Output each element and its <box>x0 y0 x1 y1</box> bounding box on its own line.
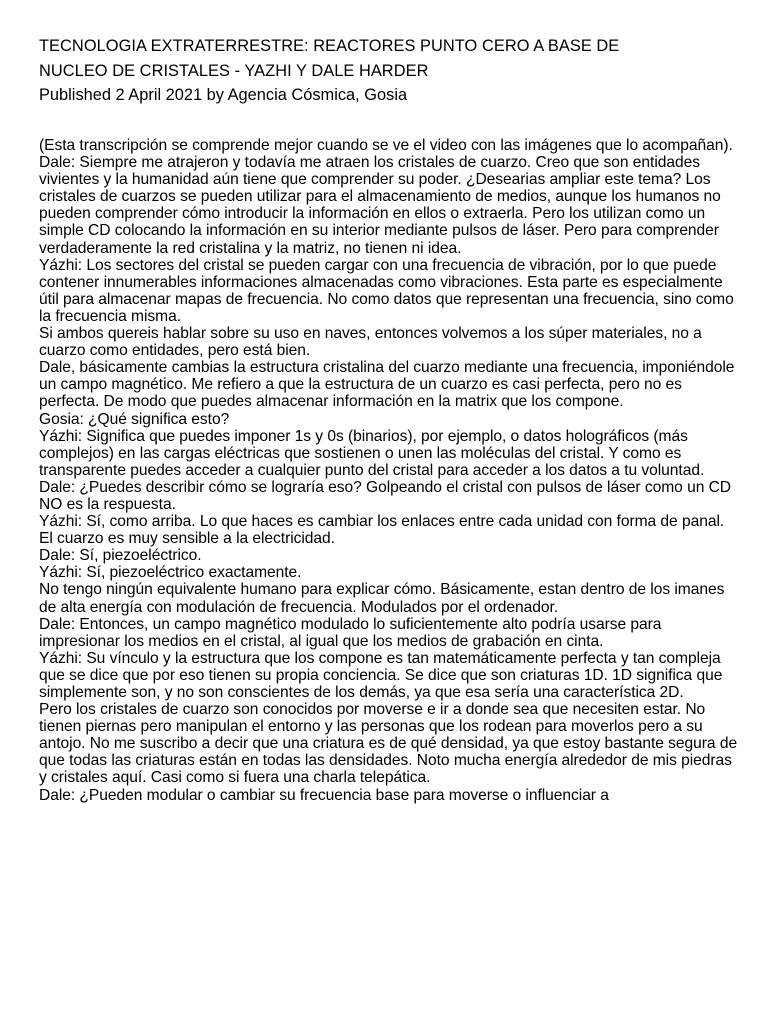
paragraph: Yázhi: Sí, piezoeléctrico exactamente. <box>39 564 302 582</box>
title-line-1: TECNOLOGIA EXTRATERRESTRE: REACTORES PUNTO CERO A BASE DE <box>39 37 620 55</box>
paragraph: Si ambos quereis hablar sobre su uso en naves, entonces volvemos a los súper materiales, no a cuarzo como entidades, pero está bien. <box>39 325 702 360</box>
paragraph: Dale: Sí, piezoeléctrico. <box>39 547 202 565</box>
paragraph: (Esta transcripción se comprende mejor cuando se ve el video con las imágenes que lo acompañan). <box>39 137 733 154</box>
paragraph: Gosia: ¿Qué significa esto? <box>39 410 230 428</box>
paragraph: Dale: ¿Puedes describir cómo se lograría eso? Golpeando el cristal con pulsos de láser como un CD NO es la respuesta. <box>39 478 732 513</box>
title-line-2: NUCLEO DE CRISTALES - YAZHI Y DALE HARDER <box>39 62 429 80</box>
paragraph: Pero los cristales de cuarzo son conocidos por moverse e ir a donde sea que necesiten estar. No tienen piernas pero manipulan el entorno y las personas que los rodean para moverlos pero a su antojo. No me suscribo a decir que una criatura es de qué densidad, ya que estoy bastante segura de que todas las criaturas están en todas las densidades. Noto mucha energía alrededor de mis piedras y cristales aquí. Casi como si fuera una charla telepática. <box>39 701 738 787</box>
paragraph: Dale, básicamente cambias la estructura cristalina del cuarzo mediante una frecuencia, imponiéndole un campo magnético. Me refiero a que la estructura de un cuarzo es casi perfecta, pero no es perfecta. De modo que puedes almacenar información en la matrix que los compone. <box>39 359 735 411</box>
paragraph: No tengo ningún equivalente humano para explicar cómo. Básicamente, estan dentro de los imanes de alta energía con modulación de frecuencia. Modulados por el ordenador. <box>39 581 725 616</box>
paragraph: Dale: Siempre me atrajeron y todavía me atraen los cristales de cuarzo. Creo que son entidades vivientes y la humanidad aún tiene que comprender su poder. ¿Desearias ampliar este tema? Los cristales de cuarzos se pueden utilizar para el almacenamiento de medios, aunque los humanos no pueden comprender cómo introducir la información en ellos o extraerla. Pero los utilizan como un simple CD colocando la información en su interior mediante pulsos de láser. Pero para comprender verdaderamente la red cristalina y la matriz, no tienen ni idea. <box>39 154 721 257</box>
document-page <box>39 34 739 804</box>
paragraph: Yázhi: Sí, como arriba. Lo que haces es cambiar los enlaces entre cada unidad con forma de panal. El cuarzo es muy sensible a la electricidad. <box>39 513 725 548</box>
paragraph: Yázhi: Los sectores del cristal se pueden cargar con una frecuencia de vibración, por lo que puede contener innumerables informaciones almacenadas como vibraciones. Esta parte es especialmente útil para almacenar mapas de frecuencia. No como datos que representan una frecuencia, sino como la frecuencia misma. <box>39 256 734 325</box>
published-line: Published 2 April 2021 by Agencia Cósmica, Gosia <box>39 86 408 104</box>
document-body <box>39 137 739 804</box>
document-title <box>39 34 739 84</box>
paragraph: Dale: ¿Pueden modular o cambiar su frecuencia base para moverse o influenciar a <box>39 786 609 804</box>
paragraph: Yázhi: Su vínculo y la estructura que los compone es tan matemáticamente perfecta y tan compleja que se dice que por eso tienen su propia conciencia. Se dice que son criaturas 1D. 1D significa que simplemente son, y no son conscientes de los demás, ya que esa sería una característica 2D. <box>39 649 723 701</box>
paragraph: Dale: Entonces, un campo magnético modulado lo suficientemente alto podría usarse para impresionar los medios en el cristal, al igual que los medios de grabación en cinta. <box>39 615 662 650</box>
paragraph: Yázhi: Significa que puedes imponer 1s y 0s (binarios), por ejemplo, o datos holográficos (más complejos) en las cargas eléctricas que sostienen o unen las moléculas del cristal. Y como es transparente puedes acceder a cualquier punto del cristal para acceder a los datos a tu voluntad. <box>39 427 705 479</box>
